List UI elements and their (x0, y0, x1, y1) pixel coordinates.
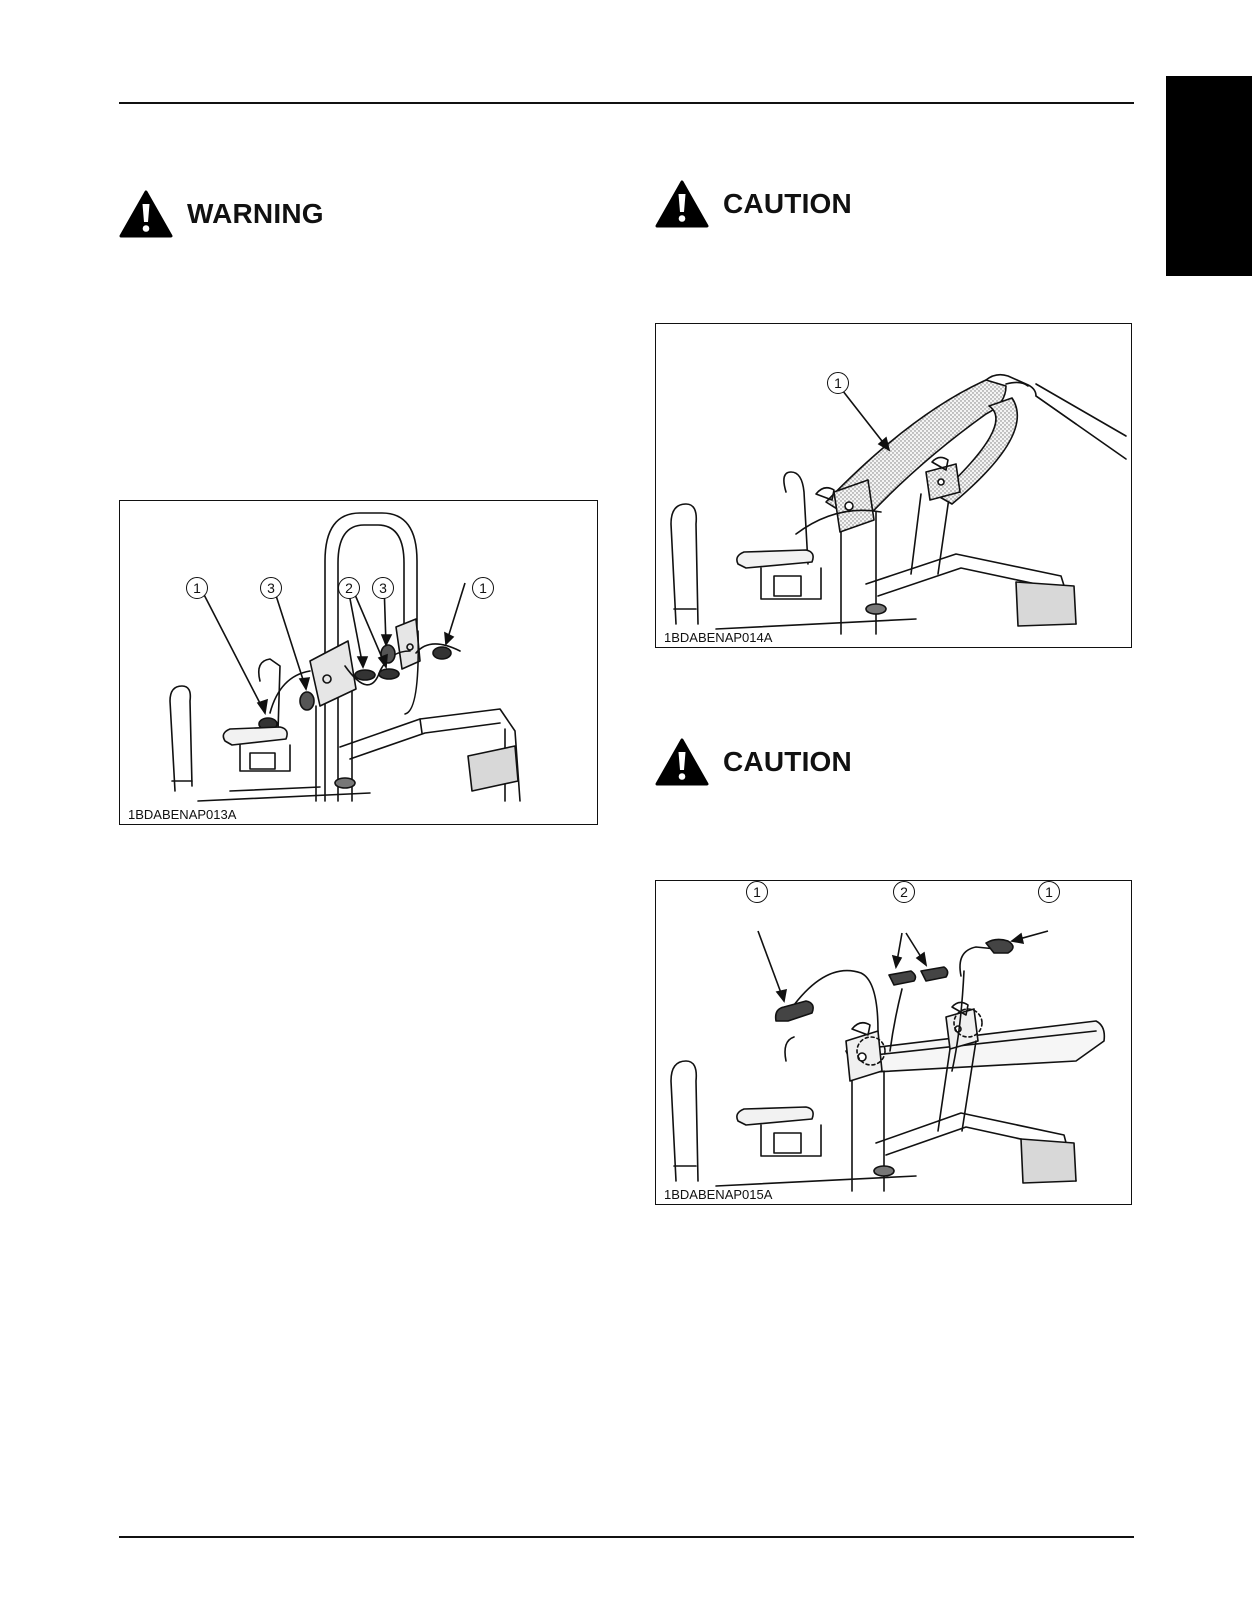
rops-folded-pins-illustration (656, 881, 1131, 1204)
header-rule (119, 102, 1134, 104)
callout-clip-right: 3 (372, 577, 394, 599)
callout-clip-left: 3 (260, 577, 282, 599)
callout-upper-frame: 1 (827, 372, 849, 394)
caution-label-1: CAUTION (723, 188, 852, 219)
warning-triangle-icon (119, 190, 173, 238)
figure-code-013: 1BDABENAP013A (128, 807, 237, 822)
callout-pins-center: 2 (338, 577, 360, 599)
caution-alert-1 (655, 180, 852, 228)
section-tab-marker (1166, 76, 1252, 276)
callout-pin-right: 1 (1038, 881, 1060, 903)
figure-rops-pins (119, 500, 598, 825)
warning-alert (119, 190, 324, 238)
caution-alert-2 (655, 738, 852, 786)
callout-pin-left: 1 (746, 881, 768, 903)
callout-pin-left: 1 (186, 577, 208, 599)
warning-triangle-icon (655, 738, 709, 786)
callout-pins-center: 2 (893, 881, 915, 903)
caution-label-2: CAUTION (723, 746, 852, 777)
footer-rule (119, 1536, 1134, 1538)
figure-rops-folding (655, 323, 1132, 648)
callout-pin-right: 1 (472, 577, 494, 599)
rops-folding-illustration (656, 324, 1131, 647)
warning-label: WARNING (187, 198, 324, 229)
figure-code-015: 1BDABENAP015A (664, 1187, 773, 1202)
figure-rops-folded-pins (655, 880, 1132, 1205)
rops-pins-illustration (120, 501, 597, 824)
warning-triangle-icon (655, 180, 709, 228)
figure-code-014: 1BDABENAP014A (664, 630, 773, 645)
